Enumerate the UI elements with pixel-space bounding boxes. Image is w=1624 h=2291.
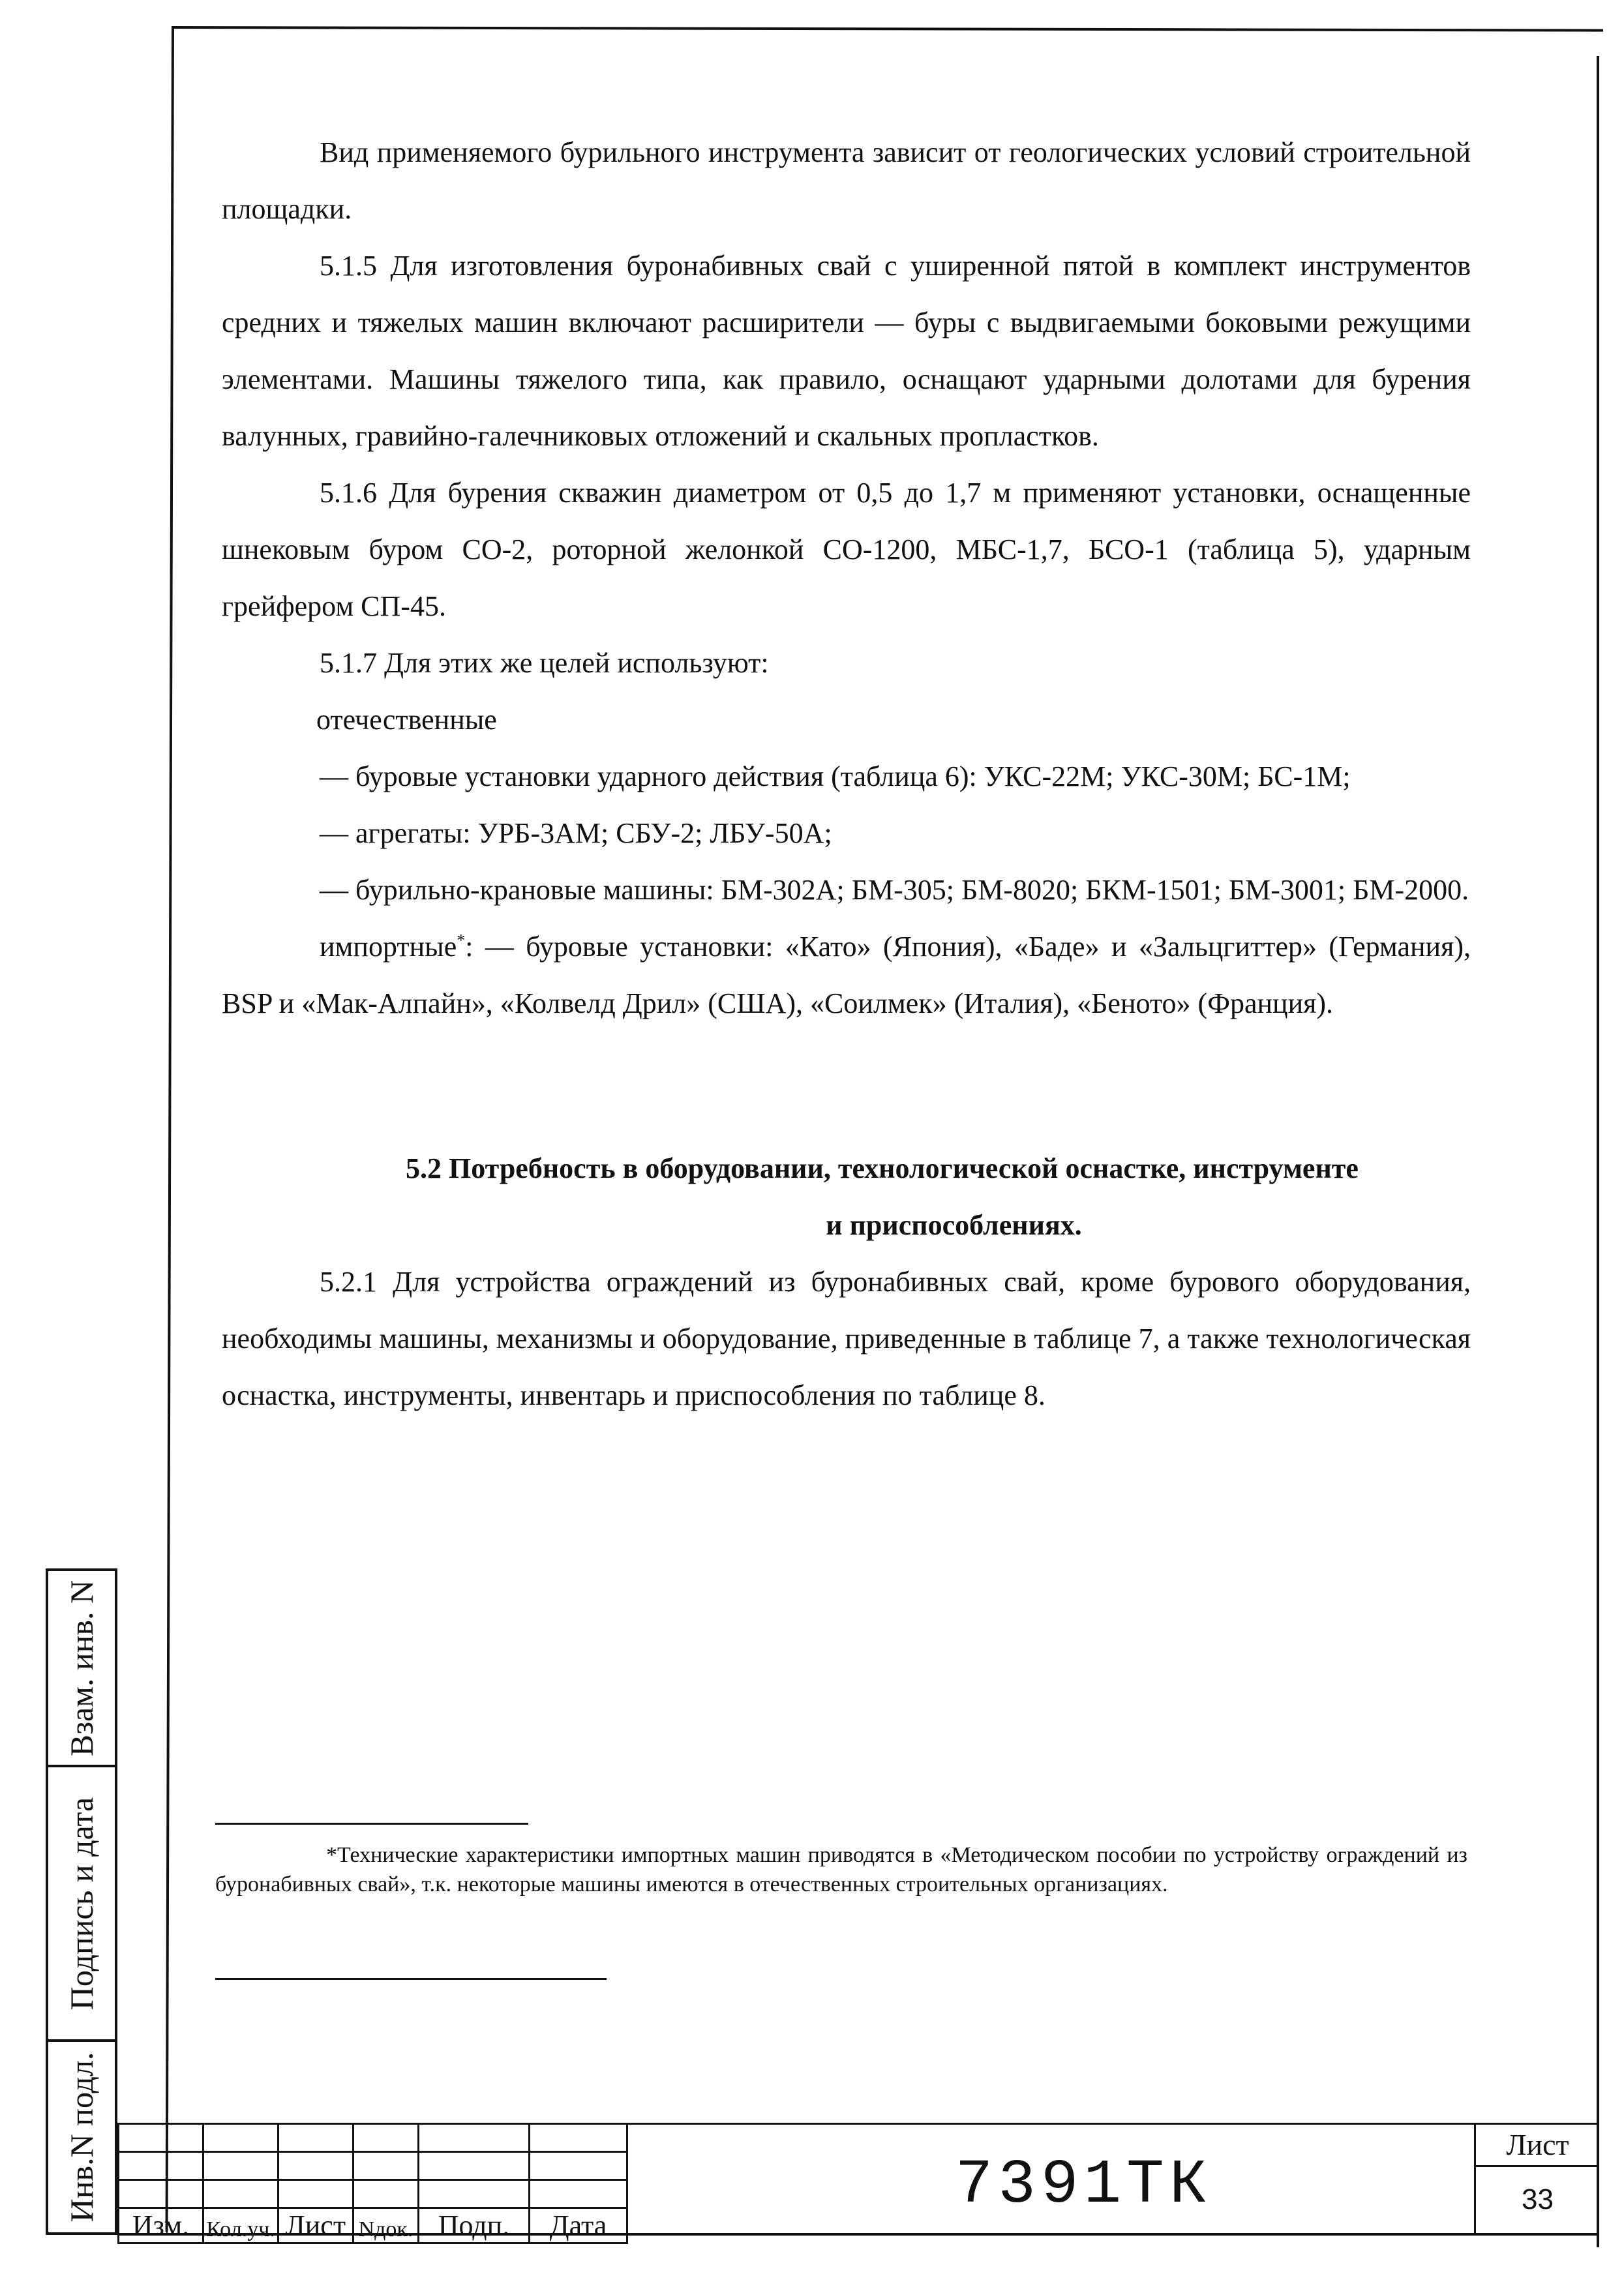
heading-line-1: 5.2 Потребность в оборудовании, технологической оснастке, инструменте: [406, 1152, 1359, 1184]
col-header-change: Изм.: [119, 2208, 203, 2243]
paragraph-5-1-6: 5.1.6 Для бурения скважин диаметром от 0,5 до 1,7 м применяют установки, оснащенные шнековым буром СО-2, роторной желонкой СО-1200, МБС-1,7, БСО-1 (таблица 5), ударным грейфером СП-45.: [222, 477, 1471, 622]
stamp-inv-replace: [46, 1568, 117, 1767]
col-header-date: Дата: [530, 2208, 627, 2243]
col-header-sheet: Лист: [278, 2208, 353, 2243]
section-heading-5-2: [222, 1140, 1471, 1253]
stamp-inv-orig: [46, 2039, 117, 2235]
page-body: [222, 124, 1471, 1424]
footnote-text: *Технические характеристики импортных машин приводятся в «Методическом пособии по устройству ограждений из буронабивных свай», т.к. некоторые машины имеются в отечественных строительных организациях.: [215, 1843, 1467, 1896]
sheet-number: 33: [1522, 2183, 1554, 2215]
title-block: [117, 2123, 1599, 2241]
list-item-crane-machines: — бурильно-крановые машины: БМ-302А; БМ-305; БМ-8020; БКМ-1501; БМ-3001; БМ-2000.: [320, 874, 1469, 906]
paragraph-5-2-1: 5.2.1 Для устройства ограждений из буронабивных свай, кроме бурового оборудования, необходимы машины, механизмы и оборудование, приведенные в таблице 7, а также технологическая оснастка, инструменты, инвентарь и приспособления по таблице 8.: [222, 1266, 1471, 1411]
sheet-box: [1474, 2123, 1599, 2235]
col-header-count: Кол.уч.: [203, 2208, 278, 2243]
document-code: 7391ТК: [955, 2149, 1212, 2221]
col-header-doc-number: Nдок.: [353, 2208, 419, 2243]
col-header-signature: Подп.: [419, 2208, 530, 2243]
stamp-sign-date-label: Подпись и дата: [63, 1797, 100, 2010]
frame-left-border: [166, 26, 174, 2232]
imported-text: : — буровые установки: «Като» (Япония), «Баде» и «Зальцгиттер» (Германия), BSP и «Мак-Алпайн», «Колвелд Дрил» (США), «Соилмек» (Италия), «Беното» (Франция).: [222, 931, 1471, 1019]
sheet-label: Лист: [1476, 2125, 1599, 2167]
heading-line-2: и приспособлениях.: [826, 1209, 1082, 1241]
domestic-label: отечественные: [316, 704, 497, 736]
paragraph-tool-type: Вид применяемого бурильного инструмента зависит от геологических условий строительной площадки.: [222, 136, 1471, 225]
list-item-drilling-rigs: — буровые установки ударного действия (таблица 6): УКС-22М; УКС-30М; БС-1М;: [320, 760, 1351, 792]
paragraph-imported: [222, 918, 1471, 1032]
frame-right-border: [1597, 56, 1599, 2247]
footnote: [215, 1840, 1467, 1899]
paragraph-5-1-5: 5.1.5 Для изготовления буронабивных свай с уширенной пятой в комплект инструментов средних и тяжелых машин включают расширители — буры с выдвигаемыми боковыми режущими элементами. Машины тяжелого типа, как правило, оснащают ударными долотами для бурения валунных, гравийно-галечниковых отложений и скальных пропластков.: [222, 250, 1471, 452]
title-block-main: [626, 2123, 1539, 2235]
list-item-aggregates: — агрегаты: УРБ-3АМ; СБУ-2; ЛБУ-50А;: [320, 817, 832, 849]
revision-table: [117, 2123, 628, 2244]
stamp-sign-date: [46, 1765, 117, 2042]
footnote-rule-top: [215, 1823, 528, 1825]
paragraph-5-1-7: 5.1.7 Для этих же целей используют:: [320, 647, 769, 679]
stamp-inv-replace-label: Взам. инв. N: [63, 1580, 100, 1756]
frame-top-border: [172, 26, 1603, 32]
stamp-inv-orig-label: Инв.N подл.: [63, 2052, 100, 2223]
footnote-rule-bottom: [215, 1978, 607, 1980]
footnote-mark: *: [457, 931, 466, 950]
imported-label: импортные: [320, 931, 457, 963]
